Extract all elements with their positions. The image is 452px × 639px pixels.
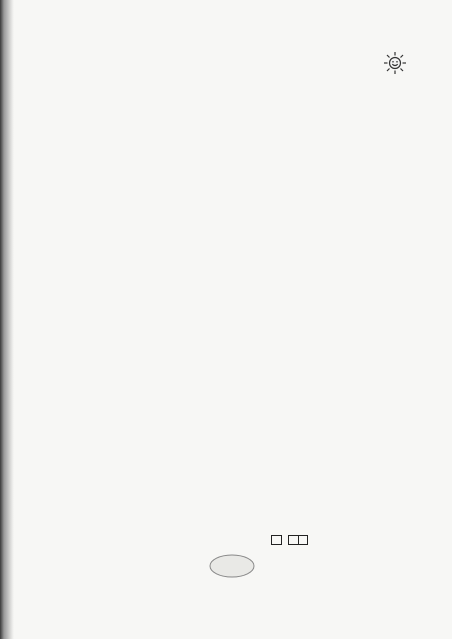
page-binding-edge xyxy=(0,0,14,639)
page-number xyxy=(213,557,253,575)
best-time-line xyxy=(268,535,311,545)
best-time-minutes-box[interactable] xyxy=(271,535,282,545)
sun-icon xyxy=(77,497,111,531)
flower-border-top xyxy=(10,0,452,38)
sun-icon xyxy=(266,497,300,531)
task-instructions xyxy=(55,40,423,55)
smiling-sun-icon xyxy=(383,51,407,75)
flower-border-bottom xyxy=(10,588,452,639)
sun-icon xyxy=(361,497,395,531)
sun-icon xyxy=(172,497,206,531)
best-time-seconds-box[interactable] xyxy=(288,535,308,545)
